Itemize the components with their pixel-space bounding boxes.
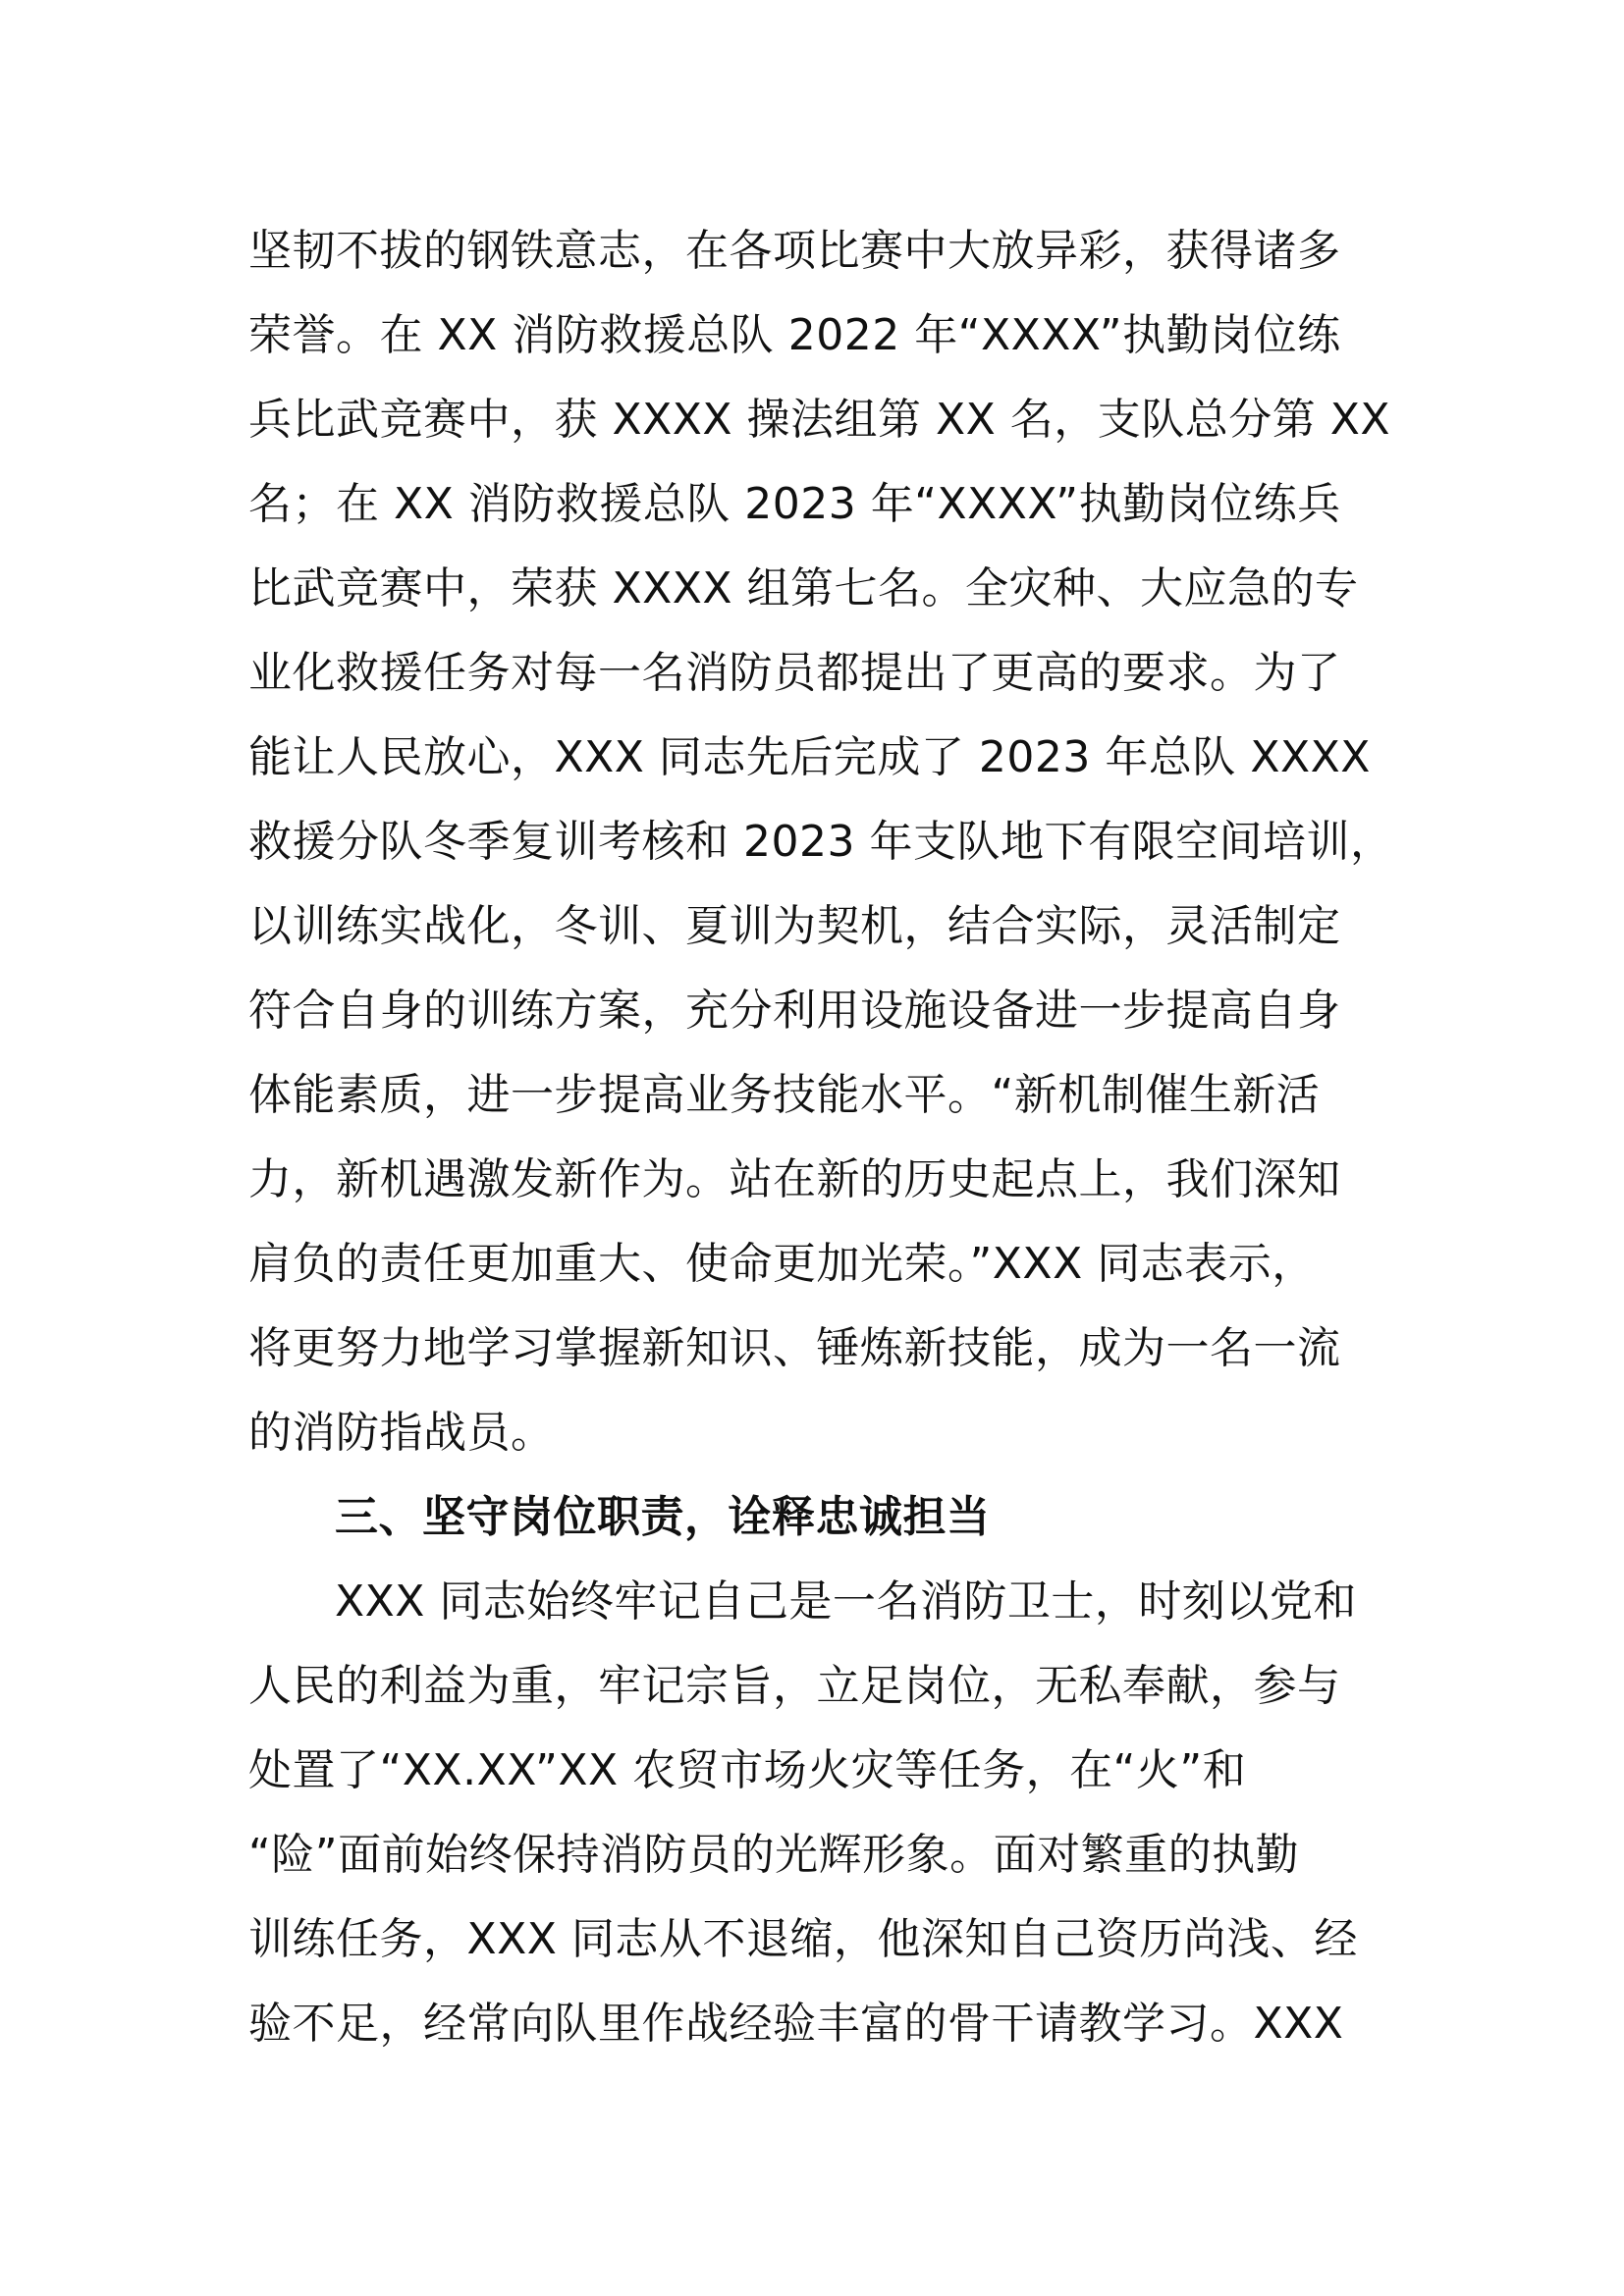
paragraph-line: 比武竞赛中，荣获 XXXX 组第七名。全灾种、大应急的专: [248, 563, 1359, 614]
paragraph-line: 名；在 XX 消防救援总队 2023 年“XXXX”执勤岗位练兵: [248, 479, 1341, 529]
paragraph-line: 的消防指战员。: [248, 1408, 555, 1458]
paragraph-line: 验不足，经常向队里作战经验丰富的骨干请教学习。XXX: [248, 1999, 1344, 2049]
paragraph-line: 人民的利益为重，牢记宗旨，立足岗位，无私奉献，参与: [248, 1661, 1341, 1711]
paragraph-line: 训练任务，XXX 同志从不退缩，他深知自己资历尚浅、经: [248, 1914, 1358, 1964]
section-heading: 三、坚守岗位职责，诠释忠诚担当: [335, 1492, 991, 1542]
paragraph-line: “险”面前始终保持消防员的光辉形象。面对繁重的执勤: [248, 1830, 1300, 1880]
paragraph-line: 荣誉。在 XX 消防救援总队 2022 年“XXXX”执勤岗位练: [248, 310, 1341, 360]
paragraph-line: 体能素质，进一步提高业务技能水平。“新机制催生新活: [248, 1070, 1321, 1120]
paragraph-line: 以训练实战化，冬训、夏训为契机，结合实际，灵活制定: [248, 901, 1341, 951]
paragraph-line: 能让人民放心，XXX 同志先后完成了 2023 年总队 XXXX: [248, 732, 1371, 782]
paragraph-line: 肩负的责任更加重大、使命更加光荣。”XXX 同志表示，: [248, 1239, 1316, 1289]
paragraph-line: 力，新机遇激发新作为。站在新的历史起点上，我们深知: [248, 1154, 1341, 1204]
paragraph-line: 业化救援任务对每一名消防员都提出了更高的要求。为了: [248, 648, 1341, 698]
paragraph-line: 符合自身的训练方案，充分利用设施设备进一步提高自身: [248, 986, 1341, 1036]
paragraph-line: 坚韧不拔的钢铁意志，在各项比赛中大放异彩，获得诸多: [248, 226, 1341, 276]
paragraph-line: 处置了“XX.XX”XX 农贸市场火灾等任务，在“火”和: [248, 1745, 1247, 1795]
paragraph-line: 将更努力地学习掌握新知识、锤炼新技能，成为一名一流: [248, 1323, 1341, 1373]
paragraph-line: 救援分队冬季复训考核和 2023 年支队地下有限空间培训，: [248, 817, 1394, 867]
paragraph-line: XXX 同志始终牢记自己是一名消防卫士，时刻以党和: [335, 1576, 1357, 1627]
paragraph-line: 兵比武竞赛中，获 XXXX 操法组第 XX 名，支队总分第 XX: [248, 395, 1391, 445]
